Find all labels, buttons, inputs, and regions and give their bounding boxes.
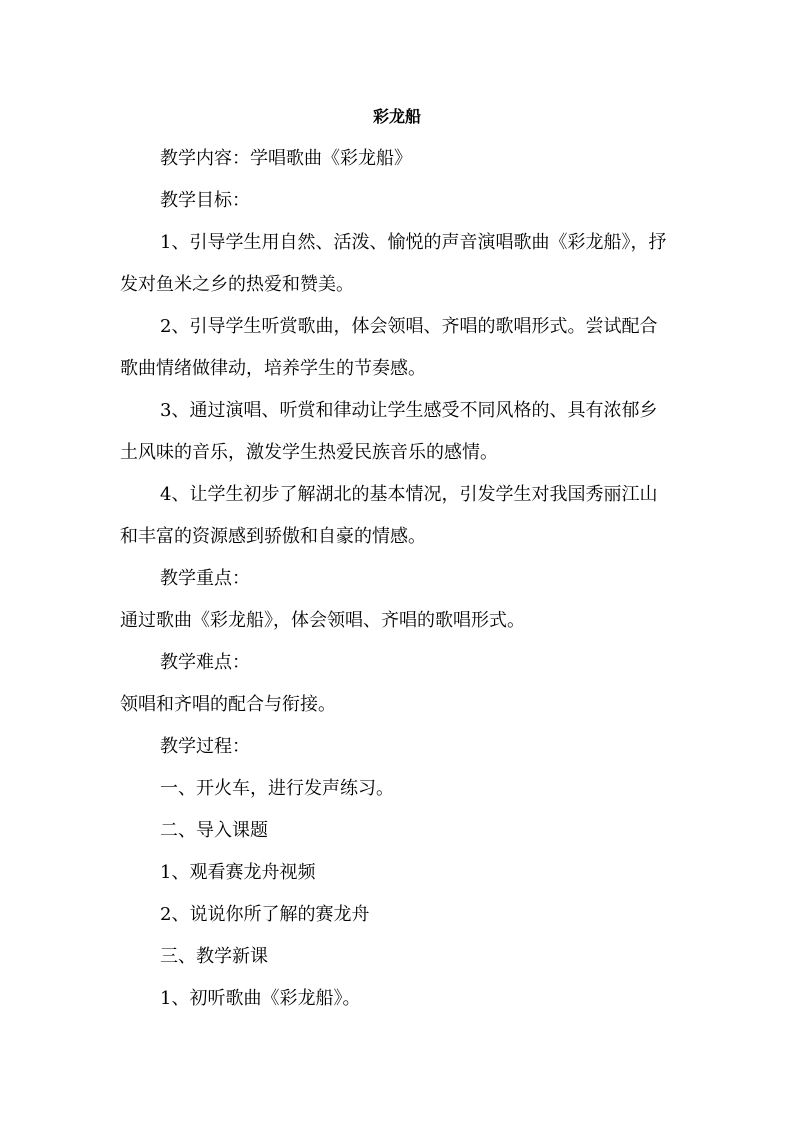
- objectives-heading: 教学目标：: [160, 190, 250, 211]
- content-line: 领唱和齐唱的配合与衔接。: [120, 694, 336, 715]
- content-line: 1、观看赛龙舟视频: [160, 862, 316, 883]
- content-line: 三、教学新课: [160, 946, 268, 967]
- document-title: 彩龙船: [372, 107, 421, 126]
- content-line: 一、开火车，进行发声练习。: [160, 778, 394, 799]
- content-line: 通过歌曲《彩龙船》，体会领唱、齐唱的歌唱形式。: [120, 610, 525, 631]
- content-line: 发对鱼米之乡的热爱和赞美。: [120, 274, 354, 295]
- content-line: 土风味的音乐，激发学生热爱民族音乐的感情。: [120, 442, 498, 463]
- content-line: 2、说说你所了解的赛龙舟: [160, 904, 370, 925]
- content-line: 和丰富的资源感到骄傲和自豪的情感。: [120, 526, 426, 547]
- content-line: 教学内容：学唱歌曲《彩龙船》: [160, 148, 412, 169]
- content-line: 1、初听歌曲《彩龙船》。: [160, 988, 361, 1009]
- content-line: 2、引导学生听赏歌曲，体会领唱、齐唱的歌唱形式。尝试配合: [160, 316, 658, 337]
- content-line: 歌曲情绪做律动，培养学生的节奏感。: [120, 358, 426, 379]
- content-line: 3、通过演唱、听赏和律动让学生感受不同风格的、具有浓郁乡: [160, 400, 658, 421]
- content-line: 1、引导学生用自然、活泼、愉悦的声音演唱歌曲《彩龙船》，抒: [160, 232, 667, 253]
- content-line: 二、导入课题: [160, 820, 268, 841]
- key-points-heading: 教学重点：: [160, 568, 250, 589]
- difficulties-heading: 教学难点：: [160, 652, 250, 673]
- content-line: 4、让学生初步了解湖北的基本情况，引发学生对我国秀丽江山: [160, 484, 658, 505]
- process-heading: 教学过程：: [160, 736, 250, 757]
